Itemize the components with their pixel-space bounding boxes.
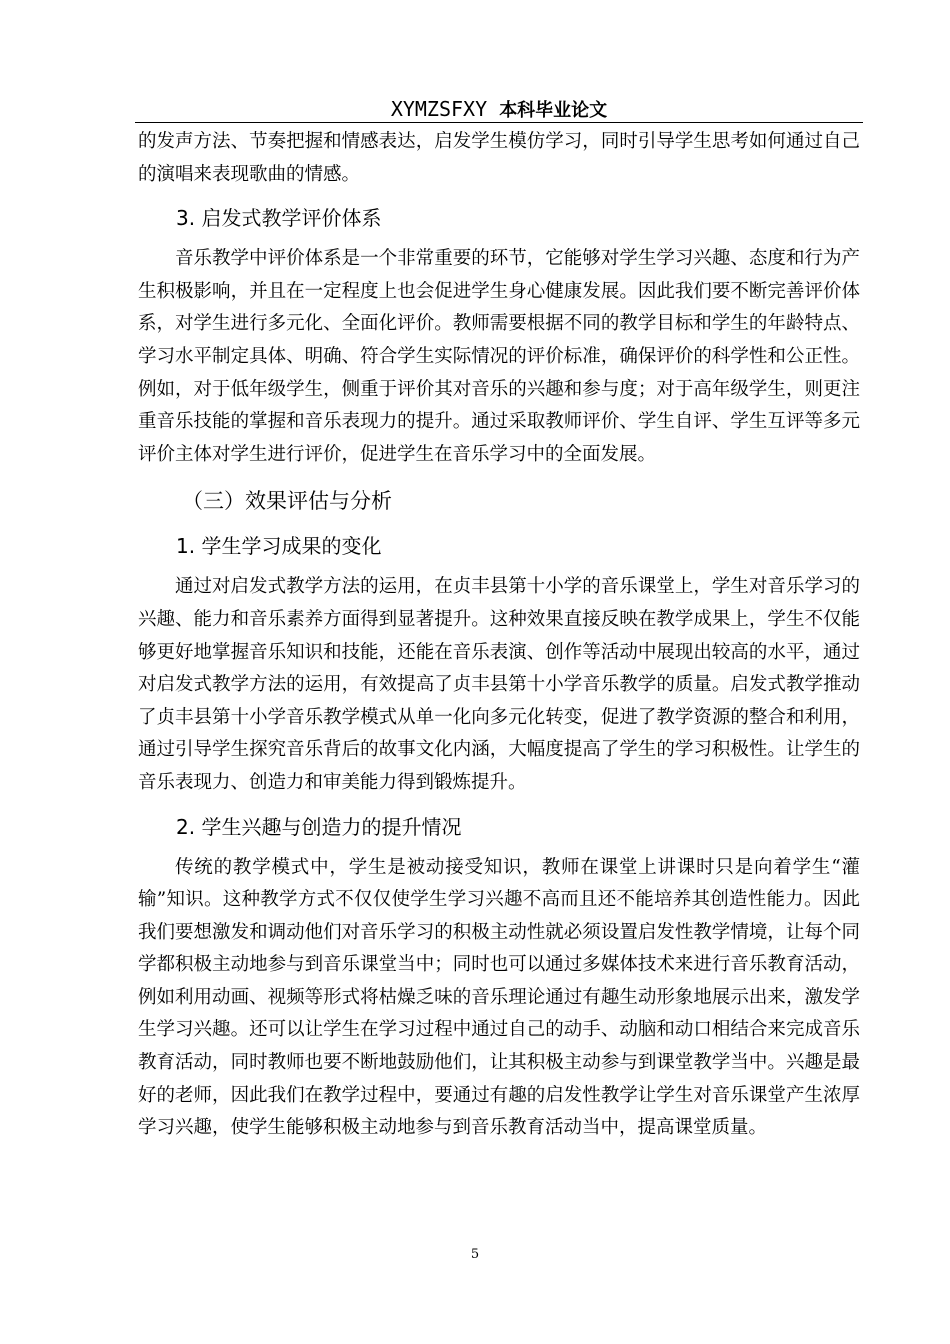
heading-learning-outcome: 1. 学生学习成果的变化 <box>176 534 382 559</box>
heading-eval-system: 3. 启发式教学评价体系 <box>176 206 382 231</box>
paragraph-learning-outcome: 通过对启发式教学方法的运用，在贞丰县第十小学的音乐课堂上，学生对音乐学习的兴趣、能力和音乐素养方面得到显著提升。这种效果直接反映在教学成果上，学生不仅能够更好地掌握音乐知识和技能，还能在音乐表演、创作等活动中展现出较高的水平，通过对启发式教学方法的运用，有效提高了贞丰县第十小学音乐教学的质量。启发式教学推动了贞丰县第十小学音乐教学模式从单一化向多元化转变，促进了教学资源的整合和利用，通过引导学生探究音乐背后的故事文化内涵，大幅度提高了学生的学习积极性。让学生的音乐表现力、创造力和审美能力得到锻炼提升。 <box>138 576 860 793</box>
heading-interest-creativity: 2. 学生兴趣与创造力的提升情况 <box>176 814 462 839</box>
document-body <box>138 126 860 1145</box>
heading-section-3: （三）效果评估与分析 <box>182 489 392 514</box>
running-header <box>135 96 863 123</box>
page-number: 5 <box>470 1247 480 1262</box>
header-title: 本科毕业论文 <box>499 100 608 121</box>
header-code: XYMZSFXY <box>390 97 488 121</box>
paragraph-continued: 的发声方法、节奏把握和情感表达，启发学生模仿学习，同时引导学生思考如何通过自己的演唱来表现歌曲的情感。 <box>138 131 860 185</box>
paragraph-eval-system: 音乐教学中评价体系是一个非常重要的环节，它能够对学生学习兴趣、态度和行为产生积极影响，并且在一定程度上也会促进学生身心健康发展。因此我们要不断完善评价体系，对学生进行多元化、全面化评价。教师需要根据不同的教学目标和学生的年龄特点、学习水平制定具体、明确、符合学生实际情况的评价标准，确保评价的科学性和公正性。例如，对于低年级学生，侧重于评价其对音乐的兴趣和参与度；对于高年级学生，则更注重音乐技能的掌握和音乐表现力的提升。通过采取教师评价、学生自评、学生互评等多元评价主体对学生进行评价，促进学生在音乐学习中的全面发展。 <box>138 248 860 465</box>
paragraph-interest-creativity: 传统的教学模式中，学生是被动接受知识，教师在课堂上讲课时只是向着学生“灌输”知识。这种教学方式不仅仅使学生学习兴趣不高而且还不能培养其创造性能力。因此我们要想激发和调动他们对音乐学习的积极主动性就必须设置启发性教学情境，让每个同学都积极主动地参与到音乐课堂当中；同时也可以通过多媒体技术来进行音乐教育活动，例如利用动画、视频等形式将枯燥乏味的音乐理论通过有趣生动形象地展示出来，激发学生学习兴趣。还可以让学生在学习过程中通过自己的动手、动脑和动口相结合来完成音乐教育活动，同时教师也要不断地鼓励他们，让其积极主动参与到课堂教学当中。兴趣是最好的老师，因此我们在教学过程中，要通过有趣的启发性教学让学生对音乐课堂产生浓厚学习兴趣，使学生能够积极主动地参与到音乐教育活动当中，提高课堂质量。 <box>138 856 860 1139</box>
